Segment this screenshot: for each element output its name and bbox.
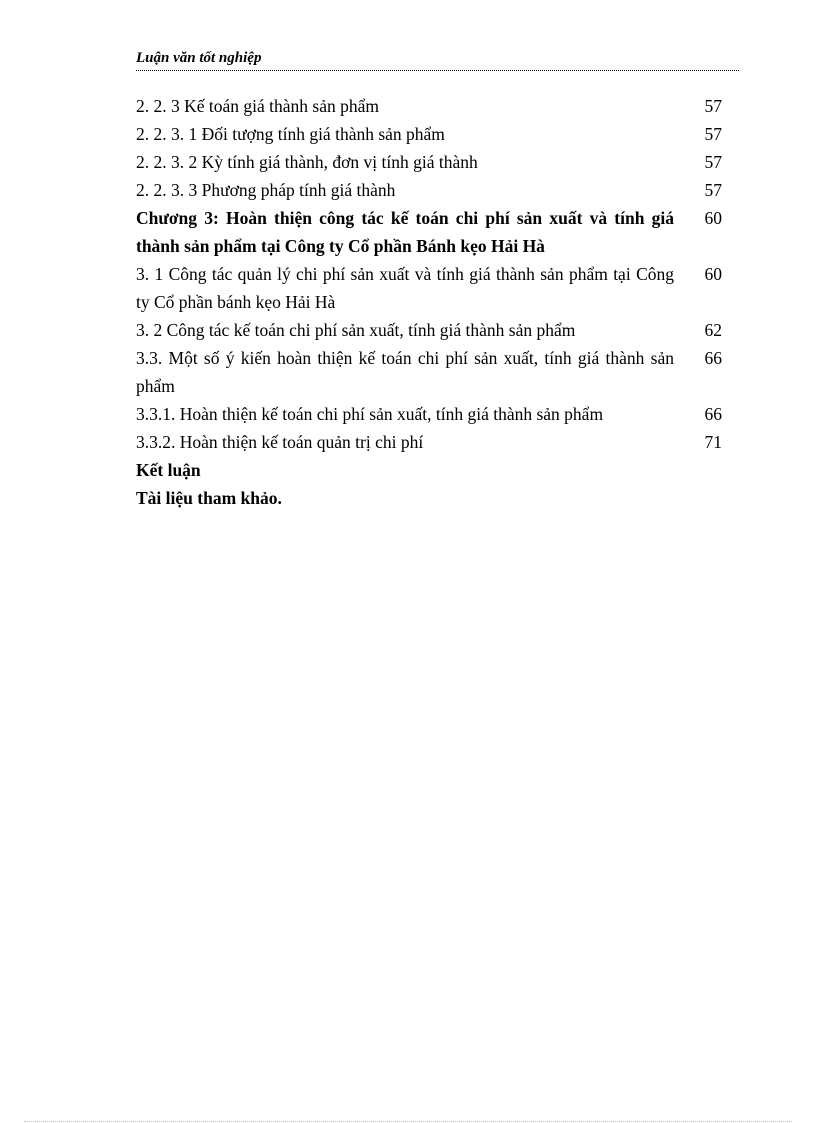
toc-entry-page: 57 bbox=[704, 180, 722, 200]
toc-entry-page: 66 bbox=[704, 348, 722, 368]
toc-conclusion-entry[interactable] bbox=[136, 456, 722, 484]
toc-entry[interactable] bbox=[136, 176, 722, 204]
toc-entry-text: 3. 1 Công tác quản lý chi phí sản xuất và tính giá thành sản phẩm tại Công ty Cổ phần bánh kẹo Hải Hà bbox=[136, 264, 674, 312]
toc-chapter-entry[interactable] bbox=[136, 204, 722, 260]
toc-entry-page: 57 bbox=[704, 152, 722, 172]
toc-entry-page: 57 bbox=[704, 96, 722, 116]
toc-entry-page: 62 bbox=[704, 320, 722, 340]
toc-entry-page: 60 bbox=[704, 208, 722, 228]
toc-references-entry[interactable] bbox=[136, 484, 722, 512]
toc-entry[interactable] bbox=[136, 400, 722, 428]
toc-entry-page: 66 bbox=[704, 404, 722, 424]
toc-entry-text: 3. 2 Công tác kế toán chi phí sản xuất, tính giá thành sản phẩm bbox=[136, 320, 576, 340]
table-of-contents bbox=[136, 92, 722, 512]
toc-entry-text: 3.3. Một số ý kiến hoàn thiện kế toán chi phí sản xuất, tính giá thành sản phẩm bbox=[136, 348, 674, 396]
toc-entry[interactable] bbox=[136, 120, 722, 148]
toc-entry-page: 60 bbox=[704, 264, 722, 284]
toc-entry-page: 57 bbox=[704, 124, 722, 144]
toc-entry-page: 71 bbox=[704, 432, 722, 452]
toc-entry[interactable] bbox=[136, 148, 722, 176]
toc-entry[interactable] bbox=[136, 92, 722, 120]
toc-entry[interactable] bbox=[136, 316, 722, 344]
toc-references-text: Tài liệu tham khảo. bbox=[136, 488, 282, 508]
toc-entry-text: 2. 2. 3. 1 Đối tượng tính giá thành sản phẩm bbox=[136, 124, 445, 144]
toc-entry-text: 2. 2. 3. 2 Kỳ tính giá thành, đơn vị tính giá thành bbox=[136, 152, 478, 172]
page-bottom-divider bbox=[24, 1121, 792, 1122]
toc-conclusion-text: Kết luận bbox=[136, 460, 201, 480]
toc-entry-text: 3.3.2. Hoàn thiện kế toán quản trị chi phí bbox=[136, 432, 424, 452]
toc-chapter-text: Chương 3: Hoàn thiện công tác kế toán chi phí sản xuất và tính giá thành sản phẩm tại Công ty Cổ phần Bánh kẹo Hải Hà bbox=[136, 208, 674, 256]
toc-entry[interactable] bbox=[136, 344, 722, 400]
toc-entry-text: 3.3.1. Hoàn thiện kế toán chi phí sản xuất, tính giá thành sản phẩm bbox=[136, 404, 604, 424]
toc-entry-text: 2. 2. 3. 3 Phương pháp tính giá thành bbox=[136, 180, 396, 200]
header-title: Luận văn tốt nghiệp bbox=[136, 50, 262, 66]
page-header bbox=[136, 48, 739, 71]
toc-entry[interactable] bbox=[136, 260, 722, 316]
toc-entry-text: 2. 2. 3 Kế toán giá thành sản phẩm bbox=[136, 96, 380, 116]
toc-entry[interactable] bbox=[136, 428, 722, 456]
